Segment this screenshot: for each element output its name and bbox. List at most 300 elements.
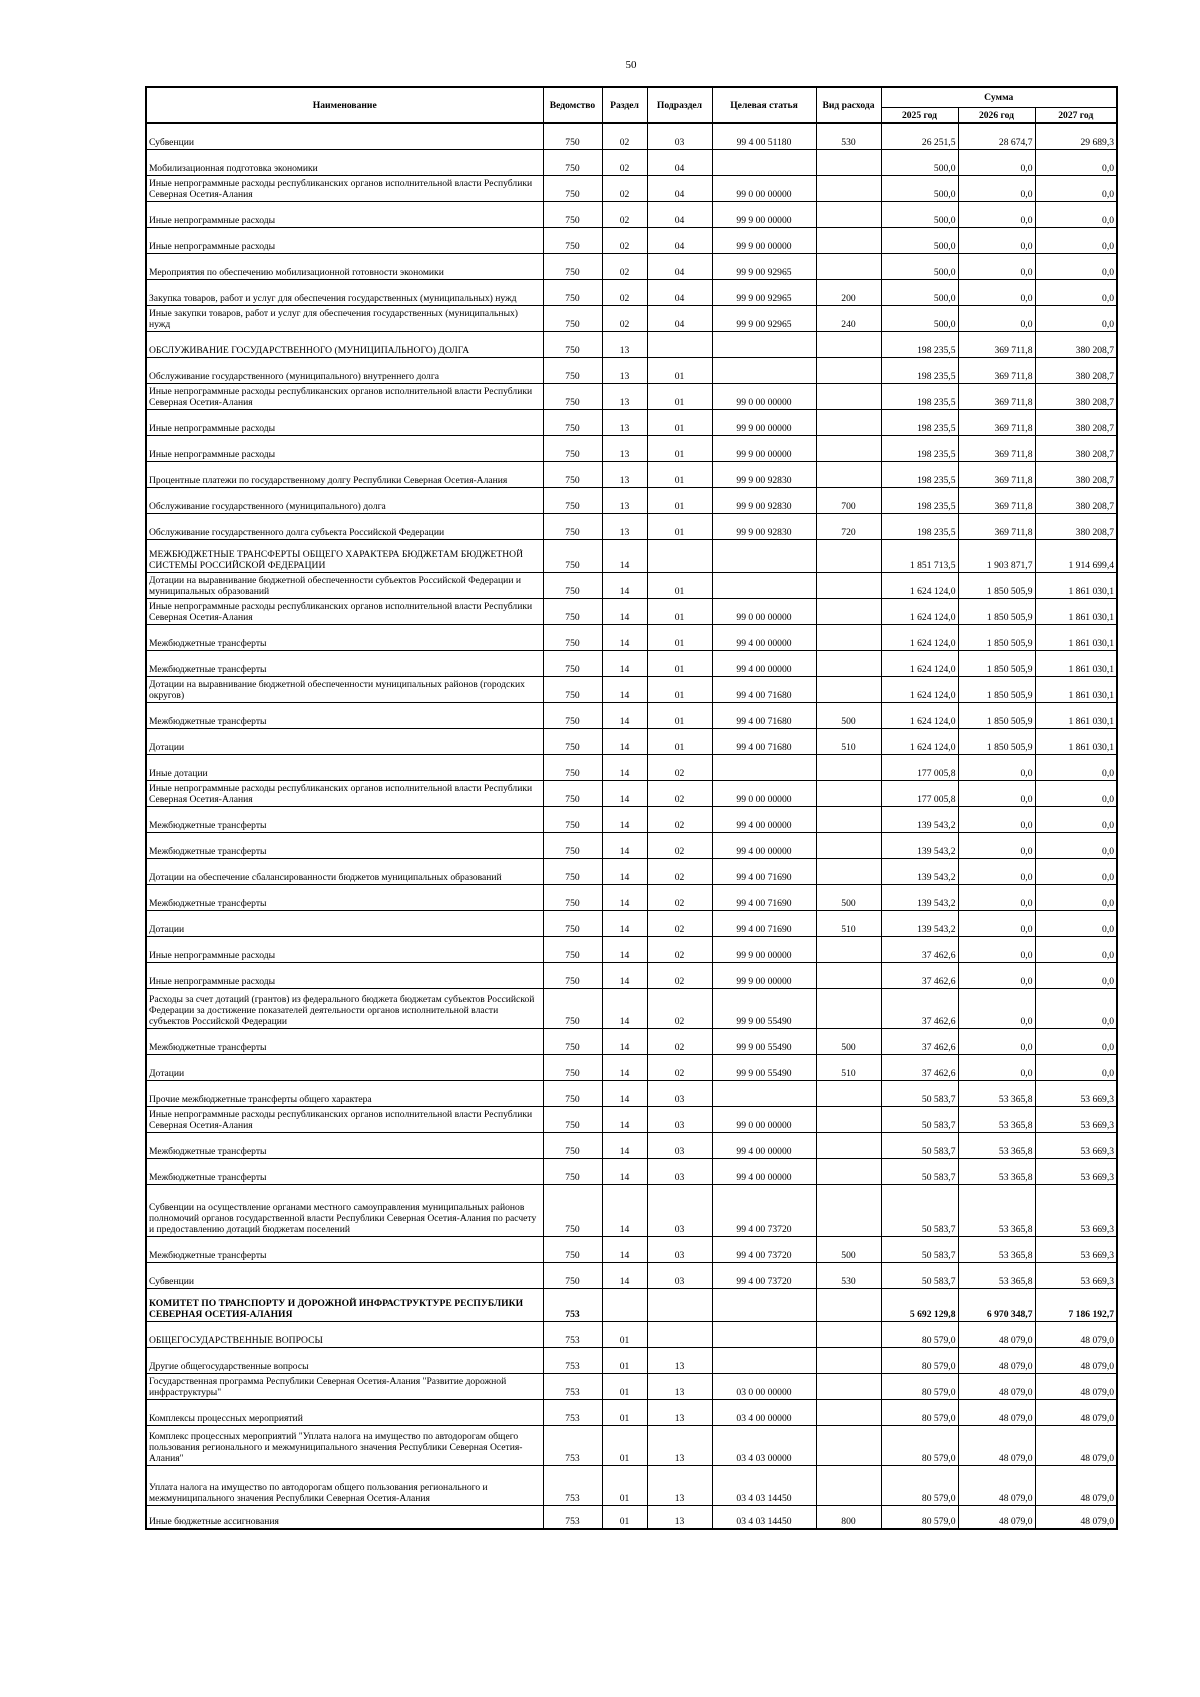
cell-sum-2025: 1 624 124,0 — [881, 728, 958, 754]
cell-name: Субвенции — [146, 123, 543, 149]
cell-razdel: 14 — [602, 910, 647, 936]
cell-vid — [816, 806, 881, 832]
table-row — [146, 357, 1117, 383]
cell-celevaya: 03 4 03 00000 — [712, 1425, 816, 1465]
cell-name: Другие общегосударственные вопросы — [146, 1347, 543, 1373]
table-row — [146, 988, 1117, 1028]
cell-sum-2026: 0,0 — [958, 806, 1035, 832]
cell-razdel: 01 — [602, 1373, 647, 1399]
cell-sum-2027: 0,0 — [1035, 806, 1117, 832]
cell-celevaya: 99 4 00 00000 — [712, 650, 816, 676]
cell-vid — [816, 409, 881, 435]
cell-sum-2026: 1 850 505,9 — [958, 728, 1035, 754]
cell-name: Межбюджетные трансферты — [146, 650, 543, 676]
cell-celevaya: 03 4 00 00000 — [712, 1399, 816, 1425]
table-row — [146, 435, 1117, 461]
cell-podrazdel: 01 — [647, 357, 712, 383]
cell-podrazdel: 03 — [647, 123, 712, 149]
cell-razdel: 14 — [602, 936, 647, 962]
cell-name: Иные непрограммные расходы — [146, 409, 543, 435]
cell-podrazdel: 04 — [647, 227, 712, 253]
cell-sum-2025: 1 624 124,0 — [881, 676, 958, 702]
cell-name: Прочие межбюджетные трансферты общего характера — [146, 1080, 543, 1106]
cell-razdel: 14 — [602, 598, 647, 624]
cell-sum-2026: 53 365,8 — [958, 1184, 1035, 1236]
table-row — [146, 409, 1117, 435]
cell-celevaya: 99 4 00 00000 — [712, 624, 816, 650]
cell-celevaya — [712, 1288, 816, 1321]
cell-name: Иные непрограммные расходы — [146, 962, 543, 988]
cell-razdel: 14 — [602, 1028, 647, 1054]
cell-name: КОМИТЕТ ПО ТРАНСПОРТУ И ДОРОЖНОЙ ИНФРАСТРУКТУРЕ РЕСПУБЛИКИ СЕВЕРНАЯ ОСЕТИЯ-АЛАНИЯ — [146, 1288, 543, 1321]
cell-podrazdel: 01 — [647, 487, 712, 513]
cell-name: ОБЩЕГОСУДАРСТВЕННЫЕ ВОПРОСЫ — [146, 1321, 543, 1347]
cell-vid — [816, 780, 881, 806]
cell-sum-2025: 500,0 — [881, 279, 958, 305]
table-row — [146, 331, 1117, 357]
cell-podrazdel: 02 — [647, 858, 712, 884]
cell-name: Уплата налога на имущество по автодорогам общего пользования регионального и межмуниципального значения Республики Северная Осетия-Алания — [146, 1465, 543, 1505]
cell-podrazdel: 02 — [647, 936, 712, 962]
cell-vid: 510 — [816, 1054, 881, 1080]
cell-vedomstvo: 753 — [543, 1505, 602, 1529]
cell-vid — [816, 1347, 881, 1373]
cell-podrazdel: 02 — [647, 806, 712, 832]
table-row — [146, 175, 1117, 201]
cell-sum-2026: 0,0 — [958, 305, 1035, 331]
cell-sum-2025: 37 462,6 — [881, 936, 958, 962]
cell-razdel: 02 — [602, 123, 647, 149]
table-row — [146, 1288, 1117, 1321]
cell-sum-2025: 198 235,5 — [881, 357, 958, 383]
cell-name: Иные непрограммные расходы — [146, 936, 543, 962]
cell-name: Межбюджетные трансферты — [146, 806, 543, 832]
table-row — [146, 513, 1117, 539]
table-row — [146, 910, 1117, 936]
cell-razdel: 14 — [602, 754, 647, 780]
cell-celevaya: 99 4 00 51180 — [712, 123, 816, 149]
cell-podrazdel: 13 — [647, 1373, 712, 1399]
cell-razdel: 14 — [602, 539, 647, 572]
cell-razdel: 13 — [602, 383, 647, 409]
cell-name: Иные непрограммные расходы республиканских органов исполнительной власти Республики Северная Осетия-Алания — [146, 598, 543, 624]
cell-celevaya: 99 4 00 71680 — [712, 728, 816, 754]
cell-sum-2026: 48 079,0 — [958, 1373, 1035, 1399]
cell-razdel: 01 — [602, 1425, 647, 1465]
cell-sum-2025: 198 235,5 — [881, 461, 958, 487]
cell-podrazdel: 02 — [647, 910, 712, 936]
cell-razdel: 02 — [602, 201, 647, 227]
cell-vedomstvo: 753 — [543, 1321, 602, 1347]
cell-vid — [816, 201, 881, 227]
cell-razdel: 14 — [602, 624, 647, 650]
cell-sum-2027: 1 861 030,1 — [1035, 624, 1117, 650]
cell-razdel: 01 — [602, 1321, 647, 1347]
cell-celevaya — [712, 1321, 816, 1347]
table-row — [146, 728, 1117, 754]
cell-sum-2026: 6 970 348,7 — [958, 1288, 1035, 1321]
cell-vedomstvo: 750 — [543, 123, 602, 149]
cell-celevaya — [712, 357, 816, 383]
table-row — [146, 201, 1117, 227]
cell-name: Иные непрограммные расходы — [146, 201, 543, 227]
cell-podrazdel: 01 — [647, 383, 712, 409]
cell-celevaya: 99 9 00 00000 — [712, 227, 816, 253]
cell-razdel: 14 — [602, 1080, 647, 1106]
table-header — [146, 87, 1117, 123]
table-row — [146, 279, 1117, 305]
cell-name: Комплексы процессных мероприятий — [146, 1399, 543, 1425]
cell-vid — [816, 383, 881, 409]
cell-sum-2026: 369 711,8 — [958, 513, 1035, 539]
cell-razdel: 14 — [602, 1236, 647, 1262]
cell-sum-2025: 177 005,8 — [881, 780, 958, 806]
page-number: 50 — [625, 59, 637, 71]
cell-sum-2025: 1 624 124,0 — [881, 650, 958, 676]
cell-name: Обслуживание государственного долга субъекта Российской Федерации — [146, 513, 543, 539]
cell-vid — [816, 461, 881, 487]
table-row — [146, 1262, 1117, 1288]
cell-name: Субвенции — [146, 1262, 543, 1288]
cell-sum-2025: 198 235,5 — [881, 409, 958, 435]
cell-name: Обслуживание государственного (муниципального) внутреннего долга — [146, 357, 543, 383]
cell-razdel: 14 — [602, 806, 647, 832]
cell-vedomstvo: 750 — [543, 305, 602, 331]
cell-name: Межбюджетные трансферты — [146, 1158, 543, 1184]
cell-razdel: 14 — [602, 676, 647, 702]
cell-name: Иные непрограммные расходы республиканских органов исполнительной власти Республики Северная Осетия-Алания — [146, 1106, 543, 1132]
cell-sum-2026: 1 850 505,9 — [958, 624, 1035, 650]
cell-podrazdel — [647, 1288, 712, 1321]
cell-podrazdel: 02 — [647, 754, 712, 780]
col-header-celevaya: Целевая статья — [712, 87, 816, 123]
cell-podrazdel: 03 — [647, 1236, 712, 1262]
cell-sum-2026: 48 079,0 — [958, 1399, 1035, 1425]
cell-sum-2027: 53 669,3 — [1035, 1184, 1117, 1236]
table-row — [146, 806, 1117, 832]
cell-name: Иные непрограммные расходы — [146, 435, 543, 461]
cell-razdel: 14 — [602, 1158, 647, 1184]
cell-razdel: 14 — [602, 780, 647, 806]
cell-podrazdel: 01 — [647, 676, 712, 702]
cell-sum-2027: 0,0 — [1035, 832, 1117, 858]
cell-name: МЕЖБЮДЖЕТНЫЕ ТРАНСФЕРТЫ ОБЩЕГО ХАРАКТЕРА БЮДЖЕТАМ БЮДЖЕТНОЙ СИСТЕМЫ РОССИЙСКОЙ ФЕДЕРАЦИИ — [146, 539, 543, 572]
cell-sum-2027: 0,0 — [1035, 279, 1117, 305]
table-row — [146, 936, 1117, 962]
cell-celevaya: 99 0 00 00000 — [712, 598, 816, 624]
cell-sum-2026: 0,0 — [958, 858, 1035, 884]
cell-podrazdel: 03 — [647, 1106, 712, 1132]
cell-vedomstvo: 750 — [543, 201, 602, 227]
cell-sum-2027: 0,0 — [1035, 1028, 1117, 1054]
cell-vedomstvo: 750 — [543, 676, 602, 702]
cell-sum-2026: 48 079,0 — [958, 1505, 1035, 1529]
cell-vedomstvo: 750 — [543, 1080, 602, 1106]
cell-celevaya: 99 0 00 00000 — [712, 383, 816, 409]
cell-sum-2026: 0,0 — [958, 962, 1035, 988]
table-row — [146, 383, 1117, 409]
cell-celevaya: 99 4 00 00000 — [712, 806, 816, 832]
cell-razdel: 14 — [602, 728, 647, 754]
cell-vedomstvo: 750 — [543, 175, 602, 201]
cell-vid: 530 — [816, 123, 881, 149]
cell-sum-2027: 53 669,3 — [1035, 1106, 1117, 1132]
cell-sum-2025: 1 624 124,0 — [881, 598, 958, 624]
cell-celevaya: 99 4 00 73720 — [712, 1184, 816, 1236]
table-row — [146, 1184, 1117, 1236]
cell-razdel: 14 — [602, 962, 647, 988]
cell-sum-2025: 80 579,0 — [881, 1321, 958, 1347]
cell-celevaya: 99 4 00 71680 — [712, 676, 816, 702]
cell-vedomstvo: 750 — [543, 539, 602, 572]
cell-sum-2026: 1 850 505,9 — [958, 572, 1035, 598]
cell-sum-2025: 139 543,2 — [881, 858, 958, 884]
cell-razdel: 14 — [602, 1054, 647, 1080]
cell-podrazdel: 01 — [647, 728, 712, 754]
cell-sum-2027: 29 689,3 — [1035, 123, 1117, 149]
cell-sum-2027: 0,0 — [1035, 227, 1117, 253]
cell-sum-2025: 500,0 — [881, 227, 958, 253]
table-row — [146, 1080, 1117, 1106]
cell-vid: 500 — [816, 702, 881, 728]
cell-sum-2026: 48 079,0 — [958, 1347, 1035, 1373]
cell-sum-2025: 1 624 124,0 — [881, 702, 958, 728]
cell-vedomstvo: 750 — [543, 754, 602, 780]
cell-sum-2025: 50 583,7 — [881, 1158, 958, 1184]
table-row — [146, 1054, 1117, 1080]
cell-podrazdel: 02 — [647, 988, 712, 1028]
cell-podrazdel: 13 — [647, 1347, 712, 1373]
cell-celevaya: 99 9 00 55490 — [712, 988, 816, 1028]
cell-sum-2026: 53 365,8 — [958, 1158, 1035, 1184]
cell-podrazdel: 04 — [647, 201, 712, 227]
table-row — [146, 227, 1117, 253]
cell-vedomstvo: 750 — [543, 409, 602, 435]
table-row — [146, 1505, 1117, 1529]
cell-celevaya: 99 4 00 71690 — [712, 884, 816, 910]
cell-podrazdel: 02 — [647, 832, 712, 858]
cell-sum-2027: 380 208,7 — [1035, 357, 1117, 383]
cell-sum-2026: 369 711,8 — [958, 357, 1035, 383]
col-header-2027: 2027 год — [1035, 108, 1117, 124]
cell-vedomstvo: 750 — [543, 988, 602, 1028]
cell-sum-2026: 0,0 — [958, 201, 1035, 227]
cell-razdel: 14 — [602, 858, 647, 884]
cell-sum-2025: 198 235,5 — [881, 435, 958, 461]
cell-vid — [816, 832, 881, 858]
cell-celevaya: 03 4 03 14450 — [712, 1505, 816, 1529]
cell-sum-2026: 48 079,0 — [958, 1321, 1035, 1347]
cell-sum-2027: 0,0 — [1035, 936, 1117, 962]
cell-razdel: 13 — [602, 461, 647, 487]
cell-sum-2026: 369 711,8 — [958, 487, 1035, 513]
cell-vedomstvo: 753 — [543, 1399, 602, 1425]
cell-vid — [816, 676, 881, 702]
cell-vedomstvo: 753 — [543, 1288, 602, 1321]
cell-sum-2025: 80 579,0 — [881, 1399, 958, 1425]
cell-podrazdel: 01 — [647, 572, 712, 598]
cell-sum-2027: 0,0 — [1035, 305, 1117, 331]
cell-name: Иные непрограммные расходы — [146, 227, 543, 253]
col-header-vedomstvo: Ведомство — [543, 87, 602, 123]
cell-razdel: 14 — [602, 988, 647, 1028]
cell-sum-2027: 7 186 192,7 — [1035, 1288, 1117, 1321]
cell-podrazdel: 04 — [647, 149, 712, 175]
cell-sum-2025: 1 624 124,0 — [881, 624, 958, 650]
cell-name: Иные непрограммные расходы республиканских органов исполнительной власти Республики Северная Осетия-Алания — [146, 383, 543, 409]
cell-vid — [816, 1184, 881, 1236]
cell-name: Межбюджетные трансферты — [146, 884, 543, 910]
cell-sum-2025: 80 579,0 — [881, 1347, 958, 1373]
cell-razdel: 01 — [602, 1399, 647, 1425]
cell-razdel: 14 — [602, 1132, 647, 1158]
table-row — [146, 572, 1117, 598]
cell-sum-2026: 1 850 505,9 — [958, 650, 1035, 676]
cell-razdel: 14 — [602, 1106, 647, 1132]
cell-vedomstvo: 750 — [543, 1262, 602, 1288]
cell-podrazdel: 13 — [647, 1425, 712, 1465]
cell-sum-2027: 1 914 699,4 — [1035, 539, 1117, 572]
cell-sum-2026: 0,0 — [958, 175, 1035, 201]
table-row — [146, 1373, 1117, 1399]
cell-vid — [816, 1465, 881, 1505]
cell-sum-2027: 0,0 — [1035, 754, 1117, 780]
cell-razdel: 02 — [602, 279, 647, 305]
table-row — [146, 1236, 1117, 1262]
cell-vid — [816, 1399, 881, 1425]
cell-razdel: 14 — [602, 572, 647, 598]
cell-vid — [816, 624, 881, 650]
cell-vid: 700 — [816, 487, 881, 513]
table-row — [146, 650, 1117, 676]
cell-sum-2026: 0,0 — [958, 884, 1035, 910]
cell-sum-2027: 0,0 — [1035, 1054, 1117, 1080]
cell-celevaya: 99 0 00 00000 — [712, 1106, 816, 1132]
cell-sum-2027: 48 079,0 — [1035, 1347, 1117, 1373]
cell-sum-2027: 48 079,0 — [1035, 1373, 1117, 1399]
cell-name: Межбюджетные трансферты — [146, 624, 543, 650]
cell-sum-2027: 0,0 — [1035, 962, 1117, 988]
cell-celevaya: 99 9 00 55490 — [712, 1028, 816, 1054]
cell-vedomstvo: 750 — [543, 149, 602, 175]
cell-sum-2025: 50 583,7 — [881, 1236, 958, 1262]
table-row — [146, 1106, 1117, 1132]
cell-vedomstvo: 753 — [543, 1373, 602, 1399]
col-header-podrazdel: Подраздел — [647, 87, 712, 123]
cell-podrazdel: 13 — [647, 1399, 712, 1425]
cell-celevaya: 99 4 00 00000 — [712, 832, 816, 858]
cell-sum-2025: 1 624 124,0 — [881, 572, 958, 598]
cell-name: Закупка товаров, работ и услуг для обеспечения государственных (муниципальных) нужд — [146, 279, 543, 305]
cell-sum-2026: 369 711,8 — [958, 331, 1035, 357]
table-row — [146, 1158, 1117, 1184]
cell-celevaya: 99 4 00 71690 — [712, 858, 816, 884]
cell-vid — [816, 331, 881, 357]
cell-sum-2026: 369 711,8 — [958, 461, 1035, 487]
cell-sum-2026: 53 365,8 — [958, 1106, 1035, 1132]
cell-vedomstvo: 750 — [543, 1184, 602, 1236]
cell-sum-2025: 198 235,5 — [881, 331, 958, 357]
table-row — [146, 780, 1117, 806]
cell-vedomstvo: 750 — [543, 936, 602, 962]
cell-vedomstvo: 750 — [543, 461, 602, 487]
cell-name: Обслуживание государственного (муниципального) долга — [146, 487, 543, 513]
cell-celevaya — [712, 149, 816, 175]
cell-razdel: 01 — [602, 1347, 647, 1373]
cell-podrazdel: 13 — [647, 1465, 712, 1505]
table-row — [146, 962, 1117, 988]
cell-sum-2027: 380 208,7 — [1035, 383, 1117, 409]
cell-sum-2026: 0,0 — [958, 832, 1035, 858]
table-row — [146, 858, 1117, 884]
cell-razdel: 14 — [602, 702, 647, 728]
cell-sum-2025: 50 583,7 — [881, 1184, 958, 1236]
table-row — [146, 754, 1117, 780]
cell-sum-2027: 0,0 — [1035, 175, 1117, 201]
cell-vedomstvo: 750 — [543, 702, 602, 728]
cell-vid: 240 — [816, 305, 881, 331]
cell-razdel: 02 — [602, 227, 647, 253]
col-header-2026: 2026 год — [958, 108, 1035, 124]
cell-celevaya — [712, 1080, 816, 1106]
cell-sum-2026: 53 365,8 — [958, 1132, 1035, 1158]
cell-celevaya: 99 4 00 73720 — [712, 1262, 816, 1288]
cell-podrazdel: 04 — [647, 305, 712, 331]
cell-sum-2027: 380 208,7 — [1035, 461, 1117, 487]
cell-sum-2027: 53 669,3 — [1035, 1262, 1117, 1288]
cell-sum-2026: 0,0 — [958, 149, 1035, 175]
cell-sum-2025: 500,0 — [881, 201, 958, 227]
cell-celevaya — [712, 754, 816, 780]
table-row — [146, 832, 1117, 858]
cell-razdel: 14 — [602, 1184, 647, 1236]
cell-celevaya: 03 4 03 14450 — [712, 1465, 816, 1505]
cell-sum-2026: 0,0 — [958, 780, 1035, 806]
cell-name: Дотации на обеспечение сбалансированности бюджетов муниципальных образований — [146, 858, 543, 884]
cell-sum-2026: 28 674,7 — [958, 123, 1035, 149]
table-row — [146, 305, 1117, 331]
cell-sum-2027: 53 669,3 — [1035, 1080, 1117, 1106]
table-row — [146, 884, 1117, 910]
cell-razdel: 01 — [602, 1505, 647, 1529]
cell-celevaya: 99 9 00 92965 — [712, 305, 816, 331]
table-row — [146, 539, 1117, 572]
cell-sum-2027: 0,0 — [1035, 884, 1117, 910]
cell-sum-2026: 1 903 871,7 — [958, 539, 1035, 572]
table-row — [146, 1347, 1117, 1373]
cell-sum-2026: 53 365,8 — [958, 1080, 1035, 1106]
cell-sum-2026: 0,0 — [958, 279, 1035, 305]
cell-celevaya: 99 9 00 00000 — [712, 435, 816, 461]
cell-vedomstvo: 750 — [543, 253, 602, 279]
cell-podrazdel: 03 — [647, 1158, 712, 1184]
cell-celevaya — [712, 1347, 816, 1373]
cell-name: Дотации — [146, 910, 543, 936]
cell-sum-2027: 0,0 — [1035, 201, 1117, 227]
cell-podrazdel: 01 — [647, 598, 712, 624]
cell-vedomstvo: 750 — [543, 513, 602, 539]
cell-vedomstvo: 750 — [543, 279, 602, 305]
cell-sum-2026: 0,0 — [958, 988, 1035, 1028]
table-row — [146, 702, 1117, 728]
cell-sum-2026: 53 365,8 — [958, 1236, 1035, 1262]
cell-vedomstvo: 750 — [543, 487, 602, 513]
cell-podrazdel: 01 — [647, 513, 712, 539]
cell-sum-2025: 500,0 — [881, 305, 958, 331]
cell-vid — [816, 598, 881, 624]
table-row — [146, 1321, 1117, 1347]
cell-sum-2025: 50 583,7 — [881, 1132, 958, 1158]
